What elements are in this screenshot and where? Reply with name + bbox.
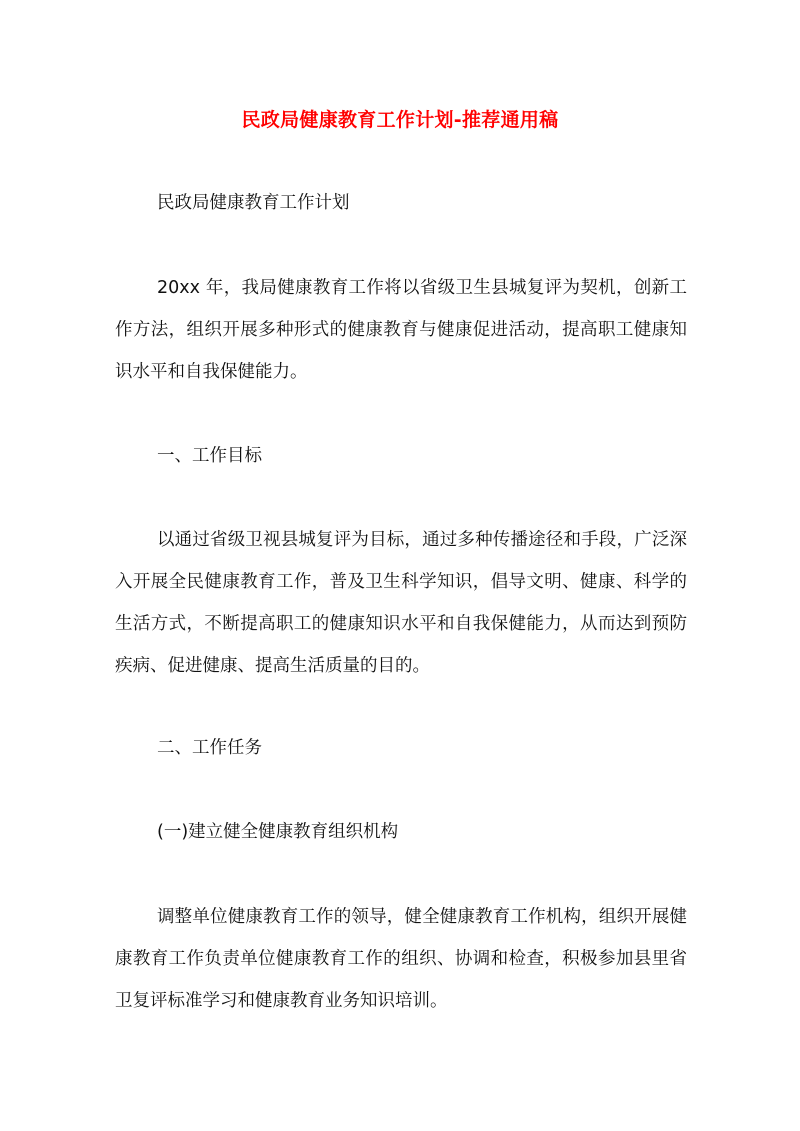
section-heading-tasks: 二、工作任务 [157, 738, 262, 758]
document-title: 民政局健康教育工作计划-推荐通用稿 [241, 109, 559, 131]
intro-paragraph: 20xx 年，我局健康教育工作将以省级卫生县城复评为契机，创新工作方法，组织开展多种形式的健康教育与健康促进活动，提高职工健康知识水平和自我保健能力。 [115, 278, 687, 382]
plan-subtitle: 民政局健康教育工作计划 [157, 193, 350, 213]
organization-paragraph: 调整单位健康教育工作的领导，健全健康教育工作机构，组织开展健康教育工作负责单位健康教育工作的组织、协调和检查，积极参加县里省卫复评标准学习和健康教育业务知识培训。 [115, 907, 687, 1011]
goals-paragraph: 以通过省级卫视县城复评为目标，通过多种传播途径和手段，广泛深入开展全民健康教育工作，普及卫生科学知识，倡导文明、健康、科学的生活方式，不断提高职工的健康知识水平和自我保健能力，从而达到预防疾病、促进健康、提高生活质量的目的。 [115, 530, 687, 676]
subsection-heading-organization: (一)建立健全健康教育组织机构 [157, 822, 399, 842]
section-heading-goals: 一、工作目标 [157, 446, 262, 466]
